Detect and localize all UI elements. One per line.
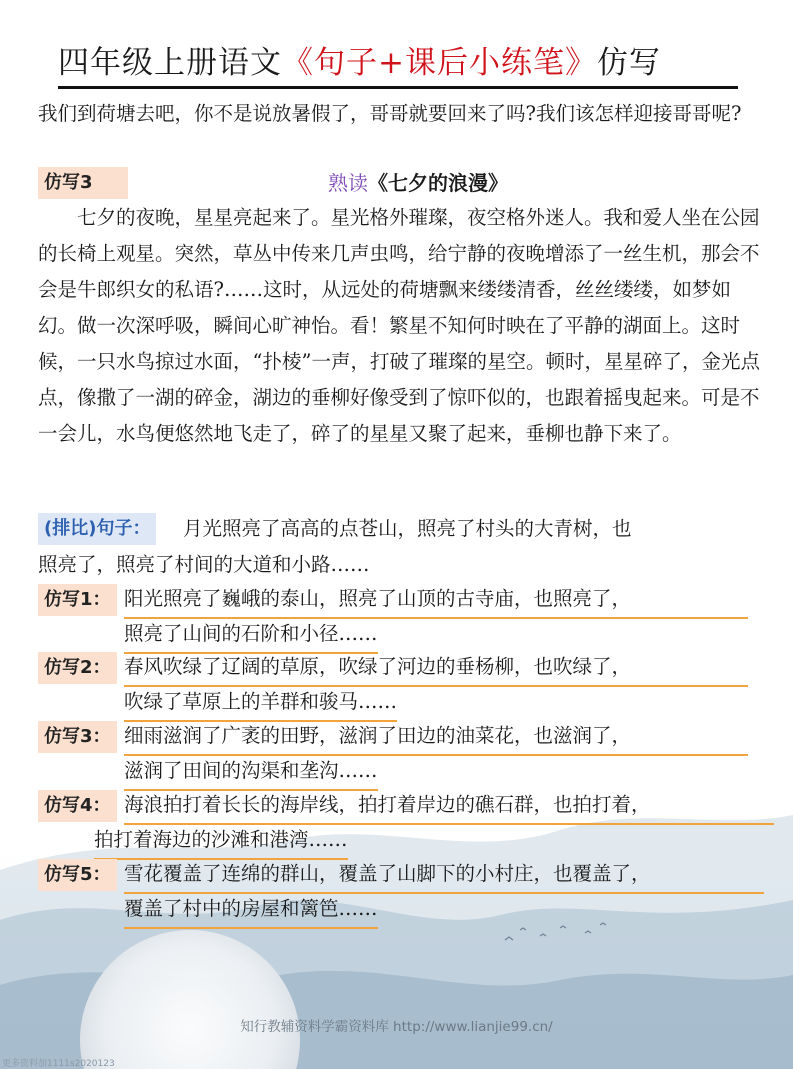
imitation-2-line1: 春风吹绿了辽阔的草原，吹绿了河边的垂杨柳，也吹绿了， — [124, 650, 748, 687]
intro-paragraph: 我们到荷塘去吧，你不是说放暑假了，哥哥就要回来了吗?我们该怎样迎接哥哥呢? — [38, 102, 742, 125]
example-sentence-line1: 月光照亮了高高的点苍山，照亮了村头的大青树，也 — [183, 517, 632, 540]
imitation-2-line2: 吹绿了草原上的羊群和骏马…… — [124, 685, 397, 722]
title-black-end: 仿写 — [596, 45, 661, 81]
parallelism-sentence-tag: (排比)句子： — [38, 513, 156, 545]
corner-note: 更多资料加1111s2020123 — [2, 1059, 115, 1069]
subtitle-prefix: 熟读 — [328, 171, 368, 195]
imitation-label-4: 仿写4： — [38, 790, 117, 822]
story-paragraph: 七夕的夜晚，星星亮起来了。星光格外璀璨，夜空格外迷人。我和爱人坐在公园的长椅上观星。突然，草丛中传来几声虫鸣，给宁静的夜晚增添了一丝生机，那会不会是牛郎织女的私语?……这时，从远处的荷塘飘来缕缕清香，丝丝缕缕，如梦如幻。做一次深呼吸，瞬间心旷神怡。看！繁星不知何时映在了平静的湖面上。这时候，一只水鸟掠过水面，“扑棱”一声，打破了璀璨的星空。顿时，星星碎了，金光点点，像撒了一湖的碎金，湖边的垂柳好像受到了惊吓似的，也跟着摇曳起来。可是不一会儿，水鸟便悠然地飞走了，碎了的星星又聚了起来，垂柳也静下来了。 — [38, 206, 760, 445]
watermark-text: 知行教辅资料学霸资料库 http://www.lianjie99.cn/ — [240, 1019, 553, 1035]
story-subtitle — [328, 167, 508, 199]
imitation-5-line2: 覆盖了村中的房屋和篱笆…… — [124, 892, 378, 929]
imitation-label-5: 仿写5： — [38, 859, 117, 891]
imitation-label-2: 仿写2： — [38, 652, 117, 684]
imitation-4-line2: 拍打着海边的沙滩和港湾…… — [94, 823, 348, 860]
title-red: 《句子+课后小练笔》 — [282, 45, 597, 81]
subtitle-title: 《七夕的浪漫》 — [368, 171, 508, 195]
section-tag-imitation-3: 仿写3 — [38, 167, 128, 199]
imitation-label-3: 仿写3： — [38, 721, 117, 753]
imitation-1-line1: 阳光照亮了巍峨的泰山，照亮了山顶的古寺庙，也照亮了， — [124, 582, 748, 619]
imitation-1-line2: 照亮了山间的石阶和小径…… — [124, 617, 378, 654]
page-title — [58, 40, 738, 89]
imitation-4-line1: 海浪拍打着长长的海岸线，拍打着岸边的礁石群，也拍打着， — [124, 788, 774, 825]
imitation-5-line1: 雪花覆盖了连绵的群山，覆盖了山脚下的小村庄，也覆盖了， — [124, 857, 764, 894]
example-sentence-line2: 照亮了，照亮了村间的大道和小路…… — [38, 553, 370, 576]
imitation-3-line2: 滋润了田间的沟渠和垄沟…… — [124, 754, 378, 791]
imitation-label-1: 仿写1： — [38, 584, 117, 616]
imitation-3-line1: 细雨滋润了广袤的田野，滋润了田边的油菜花，也滋润了， — [124, 719, 748, 756]
title-black-start: 四年级上册语文 — [58, 45, 282, 81]
